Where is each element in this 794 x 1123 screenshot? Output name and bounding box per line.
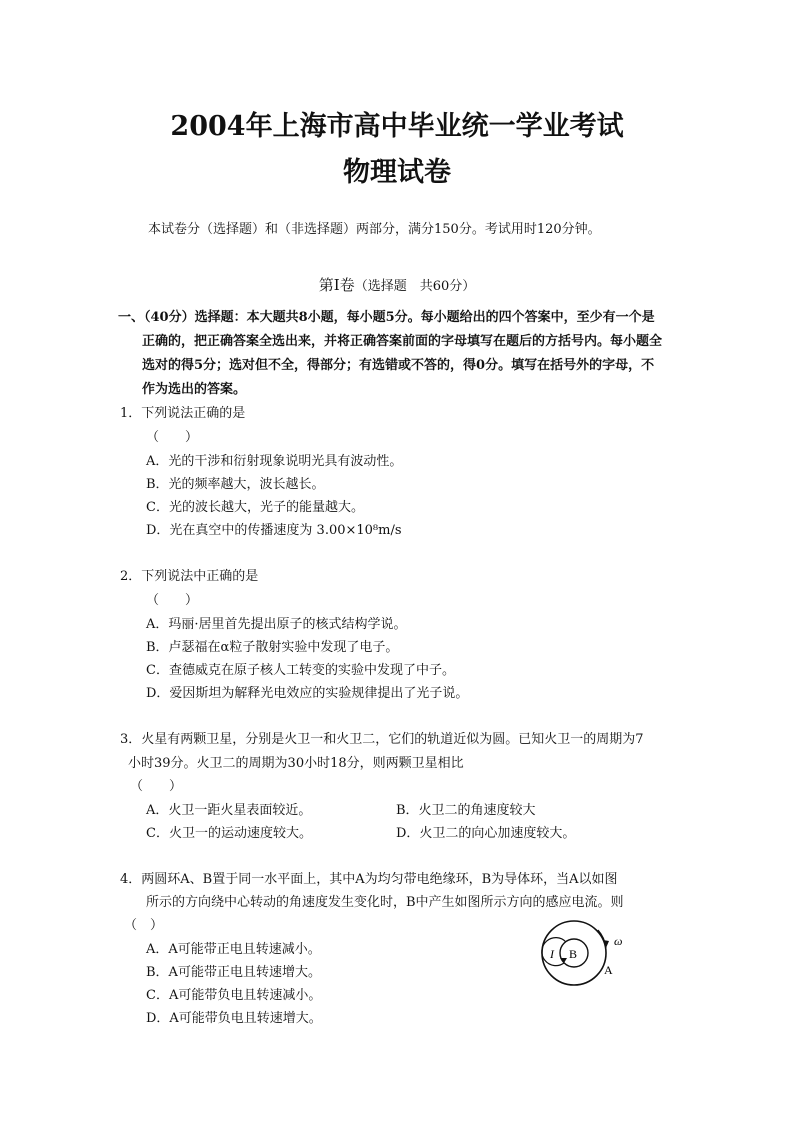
section-subtitle: （选择题 共60分） [354,279,476,294]
exam-subtitle: 物理试卷 [343,157,451,188]
instructions [118,306,678,402]
label-ring-b: B [569,947,578,961]
exam-intro: 本试卷分（选择题）和（非选择题）两部分，满分150分。考试用时120分钟。 [148,222,601,237]
question-3-answer-bracket: （ ） [130,779,183,794]
instructions-line: 选对的得5分；选对但不全，得部分；有选错或不答的，得0分。填写在括号外的字母，不 [142,358,655,373]
question-4-option-b: B．A可能带正电且转速增大。 [146,965,321,980]
question-3-option-c: C．火卫一的运动速度较大。 [146,826,312,841]
current-arrowhead-icon [560,958,567,963]
question-4-option-c: C．A可能带负电且转速减小。 [146,988,322,1003]
question-1-option-a: A．光的干涉和衍射现象说明光具有波动性。 [146,454,403,469]
question-2-answer-bracket: （ ） [146,593,199,608]
question-3-stem-line1: 3．火星有两颗卫星，分别是火卫一和火卫二，它们的轨道近似为圆。已知火卫一的周期为7 [120,732,644,747]
question-3-option-a: A．火卫一距火星表面较近。 [146,803,312,818]
question-2-stem: 2．下列说法中正确的是 [120,569,259,584]
question-4-stem-line2: 所示的方向绕中心转动的角速度发生变化时，B中产生如图所示方向的感应电流。则 [146,895,624,910]
instructions-line: 作为选出的答案。 [142,382,247,397]
question-3-option-b: B．火卫二的角速度较大 [396,803,536,818]
section-heading [0,274,794,295]
instructions-line: 正确的，把正确答案全选出来，并将正确答案前面的字母填写在题后的方括号内。每小题全 [142,334,663,349]
rings-diagram [536,918,636,988]
section-title: 第Ⅰ卷 [318,276,355,294]
question-4-stem-line1: 4．两圆环A、B置于同一水平面上，其中A为均匀带电绝缘环，B为导体环，当A以如图 [120,872,618,887]
label-current-i: I [550,947,554,961]
question-1-option-d: D．光在真空中的传播速度为 3.00×10⁸m/s [146,523,402,538]
question-4-option-a: A．A可能带正电且转速减小。 [146,942,321,957]
question-4-option-d: D．A可能带负电且转速增大。 [146,1011,322,1026]
exam-title: 2004年上海市高中毕业统一学业考试 [170,111,624,142]
question-1-option-c: C．光的波长越大，光子的能量越大。 [146,500,364,515]
question-4-answer-bracket: （ ） [124,918,164,933]
question-3-stem-line2: 小时39分。火卫二的周期为30小时18分，则两颗卫星相比 [128,756,464,771]
question-1-option-b: B．光的频率越大，波长越长。 [146,477,325,492]
question-2-option-a: A．玛丽·居里首先提出原子的核式结构学说。 [146,617,407,632]
question-1-answer-bracket: （ ） [146,430,199,445]
question-1-stem: 1．下列说法正确的是 [120,406,246,421]
label-omega: ω [614,934,623,948]
instructions-line: 一、（40分）选择题：本大题共8小题，每小题5分。每小题给出的四个答案中，至少有一个是 [118,310,655,325]
label-ring-a: A [604,963,613,977]
question-2-option-c: C．查德威克在原子核人工转变的实验中发现了中子。 [146,663,455,678]
question-2-option-d: D．爱因斯坦为解释光电效应的实验规律提出了光子说。 [146,686,469,701]
question-3-option-d: D．火卫二的向心加速度较大。 [396,826,576,841]
question-2-option-b: B．卢瑟福在α粒子散射实验中发现了电子。 [146,640,399,655]
